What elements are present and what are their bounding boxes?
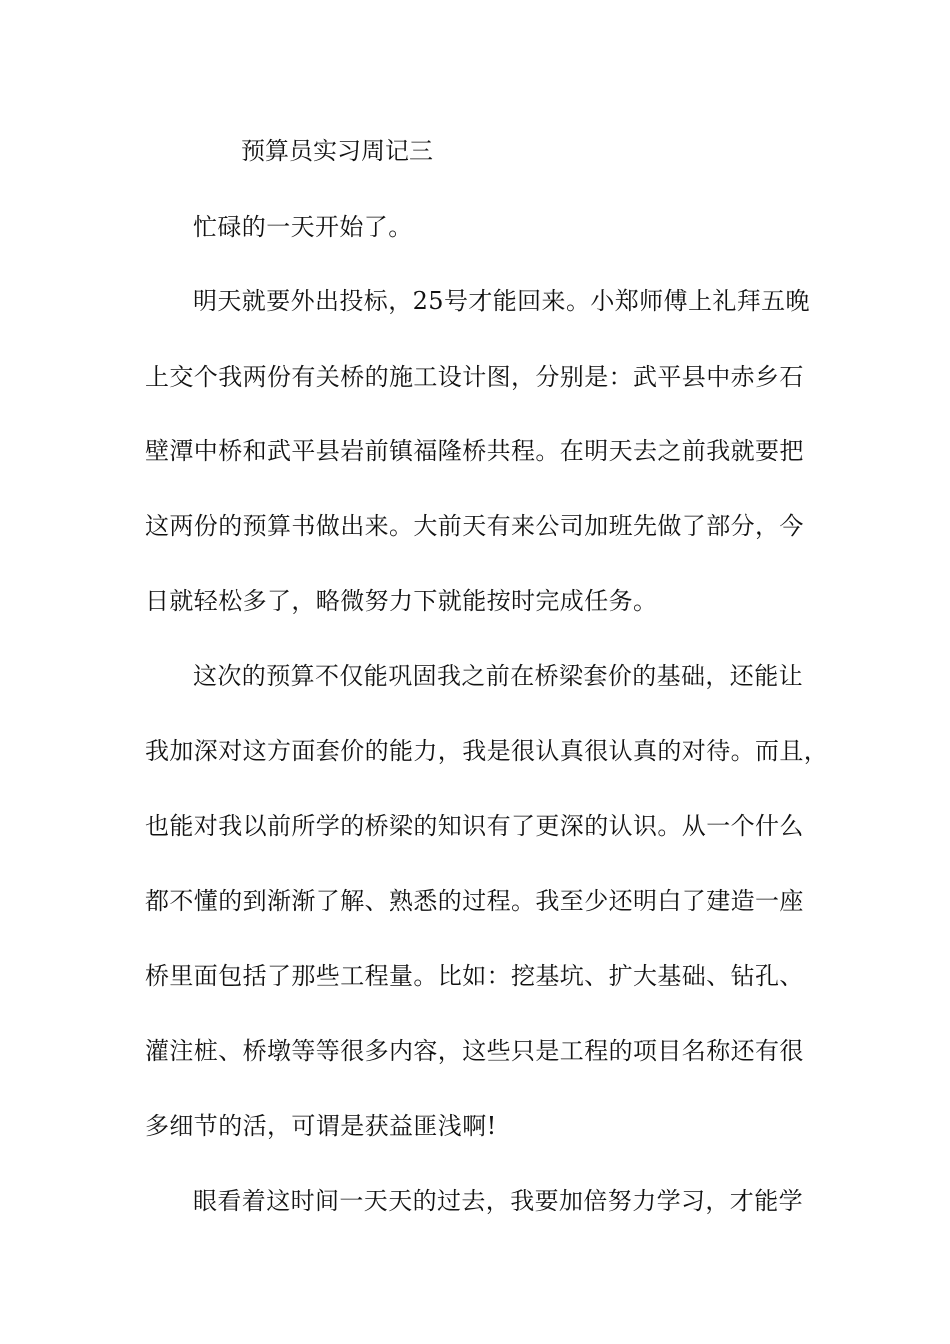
- paragraph-line: 这次的预算不仅能巩固我之前在桥梁套价的基础，还能让: [193, 662, 803, 690]
- paragraph-line: 日就轻松多了，略微努力下就能按时完成任务。: [145, 587, 658, 615]
- paragraph-line: 壁潭中桥和武平县岩前镇福隆桥共程。在明天去之前我就要把: [145, 437, 804, 465]
- paragraph-line: 桥里面包括了那些工程量。比如：挖基坑、扩大基础、钻孔、: [145, 962, 804, 990]
- paragraph-line: 眼看着这时间一天天的过去，我要加倍努力学习，才能学: [193, 1187, 803, 1215]
- paragraph-line: 忙碌的一天开始了。: [193, 213, 413, 241]
- paragraph-line: 这两份的预算书做出来。大前天有来公司加班先做了部分，今: [145, 512, 804, 540]
- paragraph-line: 都不懂的到渐渐了解、熟悉的过程。我至少还明白了建造一座: [145, 887, 804, 915]
- paragraph-line: 灌注桩、桥墩等等很多内容，这些只是工程的项目名称还有很: [145, 1037, 804, 1065]
- paragraph-line: 上交个我两份有关桥的施工设计图，分别是：武平县中赤乡石: [145, 363, 804, 391]
- document-title: 预算员实习周记三: [241, 137, 433, 165]
- paragraph-line: 我加深对这方面套价的能力，我是很认真很认真的对待。而且，: [145, 737, 829, 765]
- paragraph-line: 多细节的活，可谓是获益匪浅啊!: [145, 1112, 497, 1140]
- paragraph-line: 也能对我以前所学的桥梁的知识有了更深的认识。从一个什么: [145, 812, 804, 840]
- paragraph-line: 明天就要外出投标，25号才能回来。小郑师傅上礼拜五晚: [193, 287, 810, 315]
